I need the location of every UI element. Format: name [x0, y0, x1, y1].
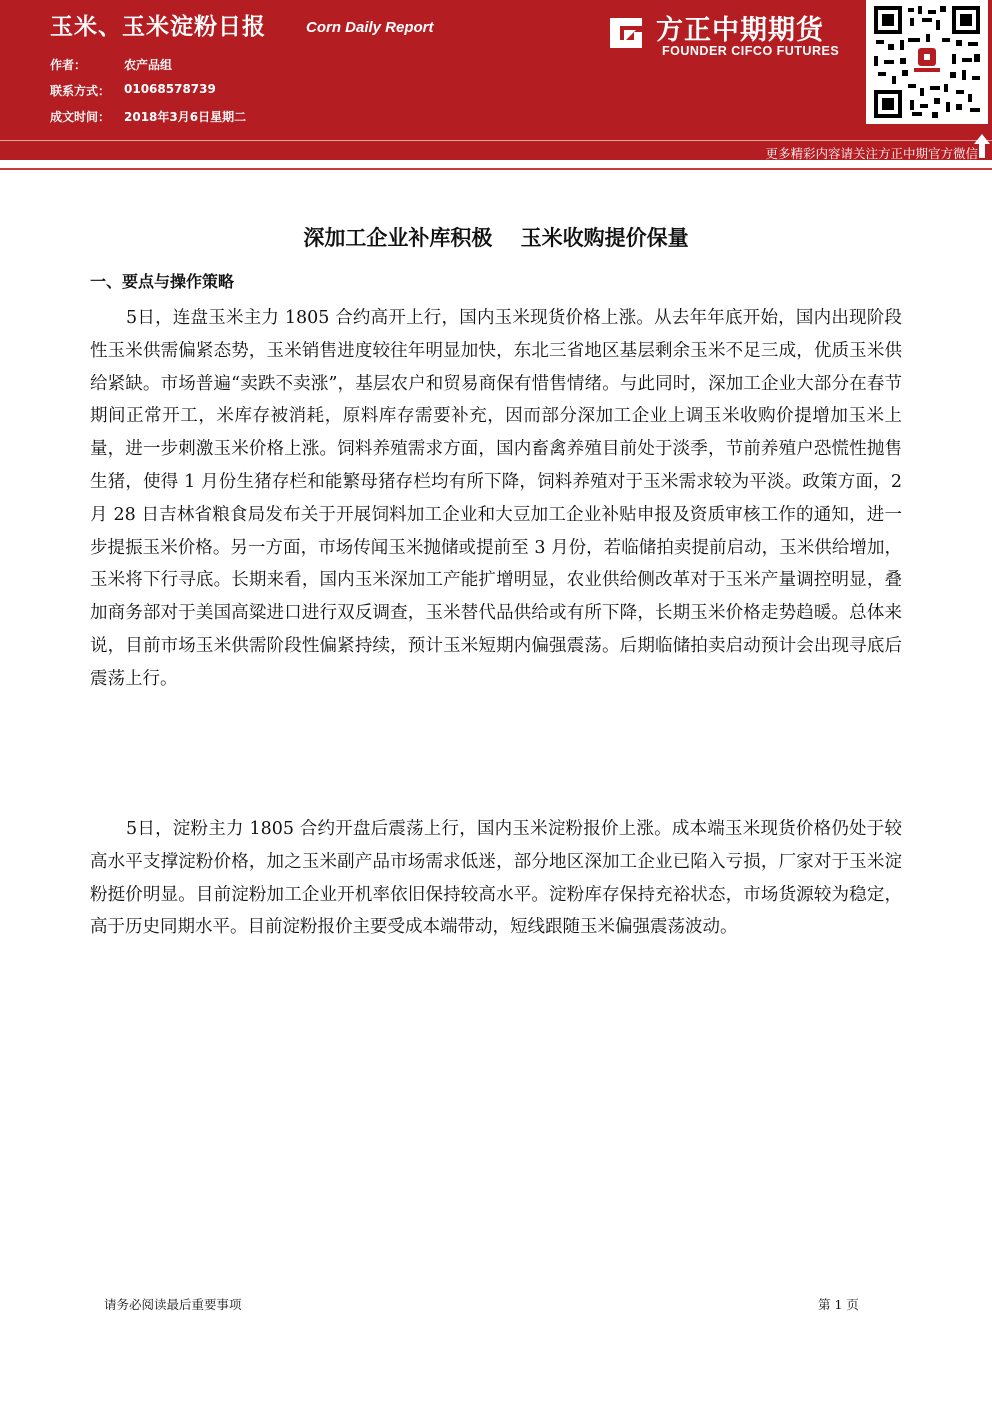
qr-code-icon [866, 0, 988, 124]
founder-logo-icon [606, 12, 648, 54]
section-heading: 一、要点与操作策略 [90, 272, 235, 291]
footer-notice: 请务必阅读最后重要事项 [104, 1297, 242, 1312]
author-value: 农产品组 [124, 58, 173, 72]
paragraph-starch: 5日，淀粉主力 1805 合约开盘后震荡上行，国内玉米淀粉报价上涨。成本端玉米现货价格仍处于较高水平支撑淀粉价格，加之玉米副产品市场需求低迷，部分地区深加工企业已陷入亏损，厂家对于玉米淀粉挺价明显。目前淀粉加工企业开机率依旧保持较高水平。淀粉库存保持充裕状态，市场货源较为稳定，高于历史同期水平。目前淀粉报价主要受成本端带动，短线跟随玉米偏强震荡波动。 [90, 819, 902, 938]
brand-name: 方正中期期货 [656, 15, 824, 46]
header-bottom-rule [0, 168, 992, 170]
brand-name-en: FOUNDER CIFCO FUTURES [662, 44, 840, 58]
header-divider [0, 140, 992, 141]
up-arrow-icon [973, 133, 991, 159]
contact-row [50, 82, 216, 99]
paragraph-corn: 5日，连盘玉米主力 1805 合约高开上行，国内玉米现货价格上涨。从去年年底开始，国内出现阶段性玉米供需偏紧态势，玉米销售进度较往年明显加快，东北三省地区基层剩余玉米不足三成，优质玉米供给紧缺。市场普遍“卖跌不卖涨”，基层农户和贸易商保有惜售情绪。与此同时，深加工企业大部分在春节期间正常开工，米库存被消耗，原料库存需要补充，因而部分深加工企业上调玉米收购价提增加玉米上量，进一步刺激玉米价格上涨。饲料养殖需求方面，国内畜禽养殖目前处于淡季，节前养殖户恐慌性抛售生猪，使得 1 月份生猪存栏和能繁母猪存栏均有所下降，饲料养殖对于玉米需求较为平淡。政策方面，2 月 28 日吉林省粮食局发布关于开展饲料加工企业和大豆加工企业补贴申报及资质审核工作的通知，进一步提振玉米价格。另一方面，市场传闻玉米抛储或提前至 3 月份，若临储拍卖提前启动，玉米供给增加，玉米将下行寻底。长期来看，国内玉米深加工产能扩增明显，农业供给侧改革对于玉米产量调控明显，叠加商务部对于美国高粱进口进行双反调查，玉米替代品供给或有所下降，长期玉米价格走势趋暖。总体来说，目前市场玉米供需阶段性偏紧持续，预计玉米短期内偏强震荡。后期临储拍卖启动预计会出现寻底后震荡上行。 [90, 308, 902, 689]
report-series-title-en: Corn Daily Report [306, 19, 434, 36]
report-title: 深加工企业补库积极 玉米收购提价保量 [303, 226, 689, 250]
contact-value: 01068578739 [124, 82, 216, 96]
date-row [50, 108, 247, 125]
wechat-follow-text: 更多精彩内容请关注方正中期官方微信 [765, 146, 978, 161]
contact-label: 联系方式： [50, 84, 111, 98]
author-row [50, 56, 173, 73]
report-header [0, 0, 992, 160]
author-label: 作者： [50, 58, 87, 72]
date-label: 成文时间： [50, 110, 111, 124]
report-series-title: 玉米、玉米淀粉日报 [50, 14, 266, 40]
date-value: 2018年3月6日星期二 [124, 110, 247, 124]
page-number: 第 1 页 [818, 1297, 859, 1312]
